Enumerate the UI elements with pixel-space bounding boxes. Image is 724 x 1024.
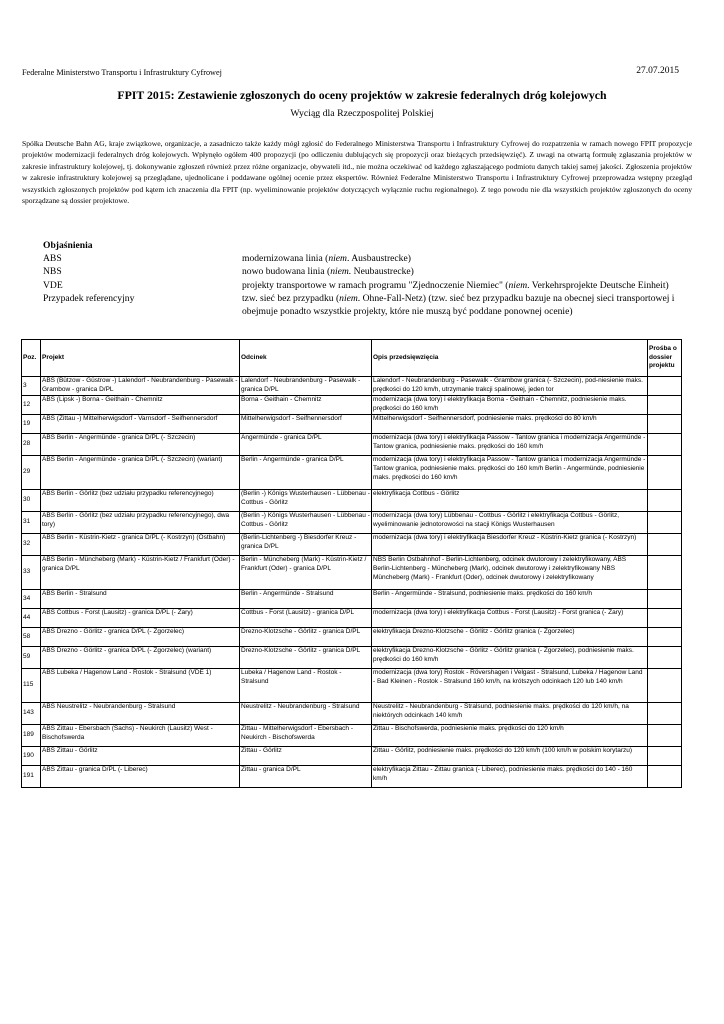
cell-prosba — [648, 766, 682, 788]
cell-prosba — [648, 512, 682, 534]
cell-poz: 58 — [22, 628, 41, 647]
cell-opis: modernizacja (dwa tory) i elektryfikacja Borna - Geithain - Chemnitz, podniesienie maks. prędkości do 160 km/h — [372, 396, 648, 415]
cell-prosba — [648, 456, 682, 490]
cell-opis: modernizacja (dwa tory) i elektryfikacja Passow - Tantow granica i modernizacja Angermünde - Tantow granica, podniesienie maks. prędkości do 160 km/h — [372, 434, 648, 456]
cell-poz: 3 — [22, 377, 41, 396]
cell-opis: elektryfikacja Cottbus - Görlitz — [372, 490, 648, 512]
cell-opis: Mittelherwigsdorf - Seifhennersdorf, podniesienie maks. prędkości do 80 km/h — [372, 415, 648, 434]
cell-opis: elektryfikacja Drezno-Klotzsche - Görlitz - Görlitz granica (- Zgorzelec) — [372, 628, 648, 647]
legend — [43, 239, 693, 318]
legend-item — [43, 279, 693, 292]
legend-heading: Objaśnienia — [43, 240, 93, 251]
cell-odcinek: Neustrelitz - Neubrandenburg - Stralsund — [240, 703, 372, 725]
cell-poz: 44 — [22, 609, 41, 628]
cell-poz: 32 — [22, 534, 41, 556]
cell-odcinek: Berlin - Angermünde - granica D/PL — [240, 456, 372, 490]
table-row — [22, 725, 682, 747]
cell-prosba — [648, 590, 682, 609]
cell-prosba — [648, 669, 682, 703]
cell-odcinek: Zittau - Mittelherwigsdorf - Ebersbach - Neukirch - Bischofswerda — [240, 725, 372, 747]
cell-projekt: ABS Berlin - Stralsund — [41, 590, 240, 609]
intro-paragraph: Spółka Deutsche Bahn AG, kraje związkowe, organizacje, a zasadniczo także każdy mógł zgłosić do Federalnego Ministerstwa Transportu i Infrastruktury Cyfrowej do rozpatrzenia w ramach nowego FPIT propozycje projektów modernizacji federalnych dróg kolejowych. Wpłynęło ogółem 400 propozycji (po odliczeniu dublujących się propozycji oraz bieżących przedsięwzięć). Z uwagi na otwartą formułę zgłaszania projektów w zakresie infrastruktury kolejowej, tj. dokonywanie zgłoszeń również przez różne organizacje, obywateli itd., nie można oczekiwać od każdego zgłaszającego podmiotu danych takiej samej jakości. Zgłoszenia projektów w zakresie infrastruktury kolejowej są przeglądane, ujednolicane i poddawane ogólnej ocenie przez ekspertów. Również Federalne Ministerstwo Transportu i Infrastruktury Cyfrowej przeprowadza wstępny przegląd wszystkich zgłoszonych projektów pod kątem ich znaczenia dla FPIT (np. wyeliminowanie projektów dotyczących wyłącznie ruchu regionalnego). Z tego powodu nie dla wszystkich projektów zgłoszonych do oceny sporządzane są dossier projektowe. — [22, 139, 692, 206]
cell-odcinek: (Berlin -) Königs Wusterhausen - Lübbenau - Cottbus - Görlitz — [240, 512, 372, 534]
cell-opis: modernizacja (dwa tory) Rostok - Rövershagen i Velgast - Stralsund, Lubeka / Hagenow Land - Bad Kleinen - Rostok - Stralsund 160 km/h, na krótszych odcinkach 120 lub 140 km/h — [372, 669, 648, 703]
cell-prosba — [648, 556, 682, 590]
cell-projekt: ABS Cottbus - Forst (Lausitz) - granica D/PL (- Żary) — [41, 609, 240, 628]
cell-projekt: ABS Drezno - Görlitz - granica D/PL (- Zgorzelec) (wariant) — [41, 647, 240, 669]
col-header-poz: Poz. — [22, 340, 41, 377]
cell-odcinek: Drezno-Klotzsche - Görlitz - granica D/PL — [240, 628, 372, 647]
cell-opis: modernizacja (dwa tory) i elektryfikacja Cottbus - Forst (Lausitz) - Forst granica (- Żary) — [372, 609, 648, 628]
cell-odcinek: Zittau - Görlitz — [240, 747, 372, 766]
cell-opis: Neustrelitz - Neubrandenburg - Stralsund, podniesienie maks. prędkości do 120 km/h, na niektórych odcinkach 140 km/h — [372, 703, 648, 725]
table-row — [22, 490, 682, 512]
cell-projekt: ABS Lubeka / Hagenow Land - Rostok - Stralsund (VDE 1) — [41, 669, 240, 703]
cell-opis: elektryfikacja Zittau - Zittau granica (- Liberec), podniesienie maks. prędkości do 140 - 160 km/h — [372, 766, 648, 788]
legend-value: projekty transportowe w ramach programu "Zjednoczenie Niemiec" (niem. Verkehrsprojekte Deutsche Einheit) — [242, 279, 669, 291]
cell-projekt: ABS Berlin - Görlitz (bez udziału przypadku referencyjnego) — [41, 490, 240, 512]
cell-prosba — [648, 725, 682, 747]
table-row — [22, 556, 682, 590]
cell-poz: 30 — [22, 490, 41, 512]
legend-key: NBS — [43, 266, 62, 278]
cell-poz: 34 — [22, 590, 41, 609]
cell-projekt: ABS Zittau - Görlitz — [41, 747, 240, 766]
legend-value: modernizowana linia (niem. Ausbaustrecke) — [242, 253, 411, 265]
table-row — [22, 647, 682, 669]
legend-item — [43, 265, 693, 278]
table-row — [22, 669, 682, 703]
cell-opis: Lalendorf - Neubrandenburg - Pasewalk - Grambow granica (- Szczecin), pod-niesienie maks. prędkości do 120 km/h, utrzymanie trakcji spalinowej, jeden tor — [372, 377, 648, 396]
cell-odcinek: Berlin - Müncheberg (Mark) - Küstrin-Kietz / Frankfurt (Oder) - granica D/PL — [240, 556, 372, 590]
cell-projekt: ABS Zittau - granica D/PL (- Liberec) — [41, 766, 240, 788]
document-date: 27.07.2015 — [636, 66, 679, 76]
table-row — [22, 434, 682, 456]
table-row — [22, 628, 682, 647]
legend-item — [43, 252, 693, 265]
col-header-projekt: Projekt — [41, 340, 240, 377]
cell-opis: modernizacja (dwa tory) Lübbenau - Cottbus - Görlitz i elektryfikacja Cottbus - Görlitz, wyeliminowanie jednotorowości na stacji Königs Wusterhausen — [372, 512, 648, 534]
table-row — [22, 747, 682, 766]
cell-poz: 33 — [22, 556, 41, 590]
cell-odcinek: Drezno-Klotzsche - Görlitz - granica D/PL — [240, 647, 372, 669]
cell-projekt: ABS Berlin - Küstrin-Kietz - granica D/PL (- Kostrzyn) (Ostbahn) — [41, 534, 240, 556]
page-subtitle: Wyciąg dla Rzeczpospolitej Polskiej — [290, 108, 434, 119]
cell-odcinek: Berlin - Angermünde - Stralsund — [240, 590, 372, 609]
cell-odcinek: (Berlin-Lichtenberg -) Biesdorfer Kreuz - granica D/PL — [240, 534, 372, 556]
cell-projekt: ABS Neustrelitz - Neubrandenburg - Stralsund — [41, 703, 240, 725]
cell-odcinek: Cottbus - Forst (Lausitz) - granica D/PL — [240, 609, 372, 628]
table-row — [22, 512, 682, 534]
cell-projekt: ABS Berlin - Angermünde - granica D/PL (- Szczecin) — [41, 434, 240, 456]
table-row — [22, 703, 682, 725]
table-header-row — [22, 340, 682, 377]
table-row — [22, 534, 682, 556]
table-row — [22, 396, 682, 415]
table-row — [22, 766, 682, 788]
cell-odcinek: Lubeka / Hagenow Land - Rostok - Stralsund — [240, 669, 372, 703]
table-body — [22, 377, 682, 788]
cell-prosba — [648, 490, 682, 512]
cell-opis: elektryfikacja Drezno-Klotzsche - Görlitz - Görlitz granica (- Zgorzelec), podniesienie maks. prędkości do 160 km/h — [372, 647, 648, 669]
cell-odcinek: Lalendorf - Neubrandenburg - Pasewalk - granica D/PL — [240, 377, 372, 396]
ministry-header: Federalne Ministerstwo Transportu i Infrastruktury Cyfrowej — [22, 68, 222, 77]
cell-projekt: ABS Berlin - Görlitz (bez udziału przypadku referencyjnego), dwa tory) — [41, 512, 240, 534]
cell-projekt: ABS Berlin - Müncheberg (Mark) - Küstrin-Kietz / Frankfurt (Oder) - granica D/PL — [41, 556, 240, 590]
cell-odcinek: Zittau - granica D/PL — [240, 766, 372, 788]
cell-projekt: ABS (Bützow - Güstrow -) Lalendorf - Neubrandenburg - Pasewalk - Grambow - granica D/PL — [41, 377, 240, 396]
cell-poz: 28 — [22, 434, 41, 456]
cell-poz: 143 — [22, 703, 41, 725]
cell-prosba — [648, 534, 682, 556]
cell-prosba — [648, 609, 682, 628]
cell-poz: 189 — [22, 725, 41, 747]
cell-prosba — [648, 747, 682, 766]
cell-poz: 19 — [22, 415, 41, 434]
legend-value: tzw. sieć bez przypadku (niem. Ohne-Fall-Netz) (tzw. sieć bez przypadku bazuje na obecnej sieci transportowej i obejmuje ponadto wszystkie projekty, które nie muszą być poddane ponownej ocenie) — [242, 292, 675, 318]
table-row — [22, 377, 682, 396]
cell-projekt: ABS (Lipsk -) Borna - Geithain - Chemnitz — [41, 396, 240, 415]
cell-poz: 191 — [22, 766, 41, 788]
cell-projekt: ABS (Zittau -) Mittelherwigsdorf - Varnsdorf - Seifhennersdorf — [41, 415, 240, 434]
legend-item — [43, 292, 693, 318]
cell-projekt: ABS Berlin - Angermünde - granica D/PL (- Szczecin) (wariant) — [41, 456, 240, 490]
col-header-odcinek: Odcinek — [240, 340, 372, 377]
table-row — [22, 609, 682, 628]
table-row — [22, 590, 682, 609]
cell-odcinek: Mittelherwigsdorf - Seifhennersdorf — [240, 415, 372, 434]
cell-odcinek: Angermünde - granica D/PL — [240, 434, 372, 456]
cell-opis: NBS Berlin Ostbahnhof - Berlin-Lichtenberg, odcinek dwutorowy i zelektryfikowany, ABS Berlin-Lichtenberg - Müncheberg (Mark), odcinek dwutorowy i zelektryfikowany NBS Müncheberg (Mark) - Frankfurt (Oder), odcinek dwutorowy i zelektryfikowany — [372, 556, 648, 590]
col-header-opis: Opis przedsięwzięcia — [372, 340, 648, 377]
cell-prosba — [648, 647, 682, 669]
cell-poz: 190 — [22, 747, 41, 766]
legend-key: Przypadek referencyjny — [43, 292, 135, 304]
cell-poz: 29 — [22, 456, 41, 490]
cell-opis: Zittau - Görlitz, podniesienie maks. prędkości do 120 km/h (100 km/h w polskim korytarzu) — [372, 747, 648, 766]
cell-prosba — [648, 377, 682, 396]
cell-projekt: ABS Zittau - Ebersbach (Sachs) - Neukirch (Lausitz) West - Bischofswerda — [41, 725, 240, 747]
table-row — [22, 415, 682, 434]
col-header-prosba: Prośba o dossier projektu — [648, 340, 682, 377]
cell-prosba — [648, 628, 682, 647]
cell-poz: 59 — [22, 647, 41, 669]
cell-poz: 31 — [22, 512, 41, 534]
cell-odcinek: (Berlin -) Königs Wusterhausen - Lübbenau - Cottbus - Görlitz — [240, 490, 372, 512]
cell-opis: Zittau - Bischofswerda, podniesienie maks. prędkości do 120 km/h — [372, 725, 648, 747]
cell-opis: modernizacja (dwa tory) i elektryfikacja Passow - Tantow granica i modernizacja Angermünde - Tantow granica, podniesienie maks. prędkości do 160 km/h Berlin - Angermünde, podniesienie maks. prędkości do 160 km/h — [372, 456, 648, 490]
cell-poz: 115 — [22, 669, 41, 703]
cell-prosba — [648, 434, 682, 456]
cell-prosba — [648, 396, 682, 415]
cell-poz: 12 — [22, 396, 41, 415]
cell-prosba — [648, 415, 682, 434]
legend-value: nowo budowana linia (niem. Neubaustrecke) — [242, 266, 414, 278]
cell-opis: modernizacja (dwa tory) i elektryfikacja Biesdorfer Kreuz - Küstrin-Kietz granica (- Kostrzyn) — [372, 534, 648, 556]
projects-table — [21, 339, 682, 788]
page-title: FPIT 2015: Zestawienie zgłoszonych do oceny projektów w zakresie federalnych dróg kolejowych — [117, 88, 607, 102]
cell-opis: Berlin - Angermünde - Stralsund, podniesienie maks. prędkości do 160 km/h — [372, 590, 648, 609]
table-row — [22, 456, 682, 490]
cell-odcinek: Borna - Geithain - Chemnitz — [240, 396, 372, 415]
legend-key: ABS — [43, 253, 62, 265]
cell-prosba — [648, 703, 682, 725]
cell-projekt: ABS Drezno - Görlitz - granica D/PL (- Zgorzelec) — [41, 628, 240, 647]
legend-key: VDE — [43, 279, 63, 291]
